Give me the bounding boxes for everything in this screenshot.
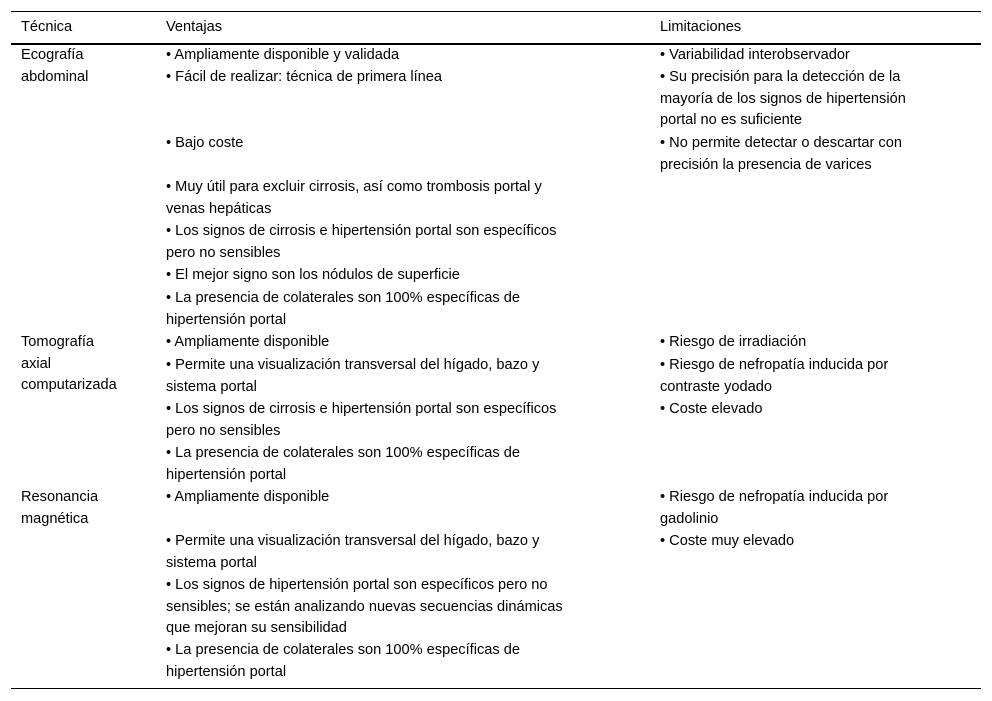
- list-item: • Fácil de realizar: técnica de primera línea: [166, 69, 443, 85]
- list-item: • La presencia de colaterales son 100% específicas de hipertensión portal: [166, 445, 520, 483]
- tecnica-line: abdominal: [21, 68, 89, 85]
- list-item: • La presencia de colaterales son 100% específicas de hipertensión portal: [166, 290, 520, 328]
- header-ventajas: Ventajas: [166, 19, 222, 35]
- list-item: • Bajo coste: [166, 135, 244, 151]
- list-item: • Muy útil para excluir cirrosis, así como trombosis portal y venas hepáticas: [166, 179, 542, 217]
- tecnica-line: Ecografía: [21, 47, 84, 63]
- list-item: • Permite una visualización transversal del hígado, bazo y sistema portal: [166, 533, 540, 571]
- list-item: • Los signos de cirrosis e hipertensión portal son específicos pero no sensibles: [166, 401, 557, 439]
- list-item: • Ampliamente disponible: [166, 489, 330, 505]
- tecnica-line: computarizada: [21, 377, 117, 394]
- list-item: • Coste muy elevado: [660, 533, 795, 549]
- list-item: • Ampliamente disponible: [166, 334, 330, 350]
- list-item: • Los signos de hipertensión portal son específicos pero no sensibles; se están analizando nuevas secuencias dinámicas que mejoran su sensibilidad: [166, 577, 563, 637]
- tecnica-line: Resonancia: [21, 489, 99, 505]
- tecnica-line: Tomografía: [21, 334, 95, 350]
- list-item: • Su precisión para la detección de la mayoría de los signos de hipertensión portal no es suficiente: [660, 69, 906, 129]
- list-item: • El mejor signo son los nódulos de superficie: [166, 267, 460, 283]
- list-item: • No permite detectar o descartar con precisión la presencia de varices: [660, 135, 902, 173]
- table-bottom-rule: [11, 688, 981, 689]
- row-resonancia-tecnica: [21, 487, 98, 530]
- list-item: • Ampliamente disponible y validada: [166, 47, 400, 63]
- list-item: • Los signos de cirrosis e hipertensión portal son específicos pero no sensibles: [166, 223, 557, 261]
- list-item: • Permite una visualización transversal del hígado, bazo y sistema portal: [166, 357, 540, 395]
- list-item: • Riesgo de nefropatía inducida por contraste yodado: [660, 357, 889, 395]
- list-item: • Coste elevado: [660, 401, 763, 417]
- list-item: • Variabilidad interobservador: [660, 47, 850, 63]
- row-ecografia-tecnica: [21, 45, 88, 88]
- tecnica-line: axial: [21, 355, 52, 372]
- list-item: • Riesgo de irradiación: [660, 334, 807, 350]
- header-tecnica: Técnica: [21, 19, 73, 35]
- list-item: • La presencia de colaterales son 100% específicas de hipertensión portal: [166, 642, 520, 680]
- row-tomografia-tecnica: [21, 332, 117, 397]
- list-item: • Riesgo de nefropatía inducida por gadolinio: [660, 489, 889, 527]
- tecnica-line: magnética: [21, 510, 89, 527]
- header-limitaciones: Limitaciones: [660, 19, 742, 35]
- table-top-rule: [11, 11, 981, 12]
